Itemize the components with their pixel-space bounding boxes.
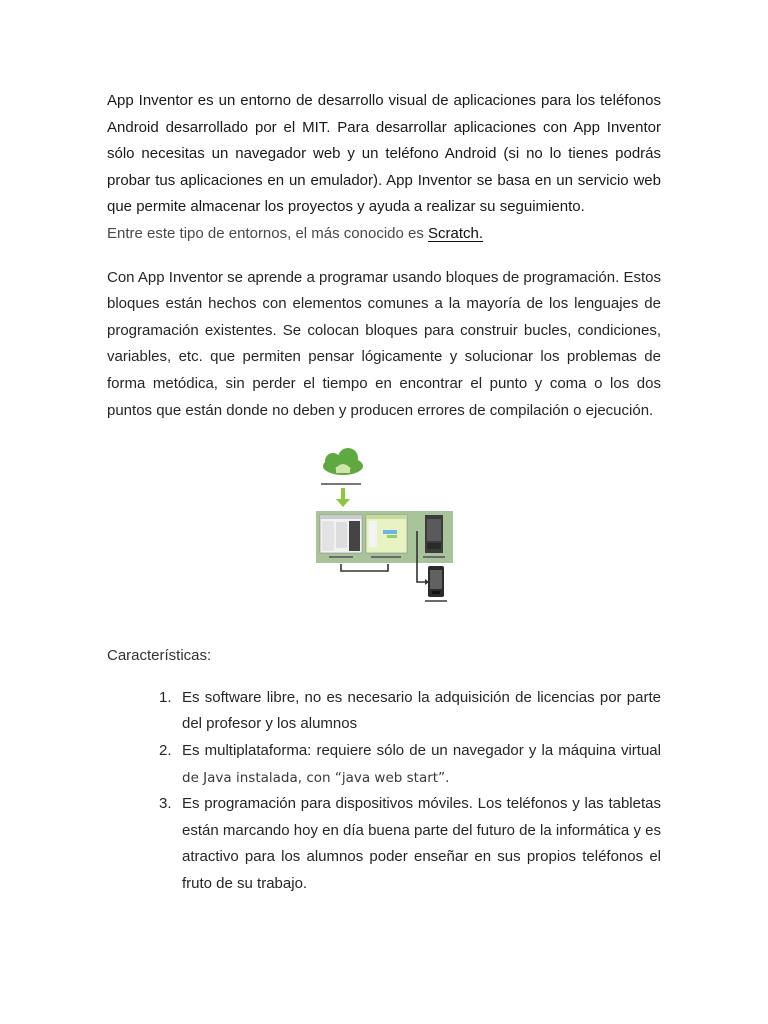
list-item [159,791,661,897]
features-title: Características: [107,647,212,665]
list-item-java-text: de Java instalada, con “java web start”. [182,769,450,786]
list-item-text: Es multiplataforma: requiere sólo de un navegador y la máquina virtual [182,741,661,759]
scratch-paragraph [107,221,661,248]
diagram-svg [107,442,661,627]
document-page [107,88,661,897]
features-list [107,685,661,898]
arrow-down-icon [336,488,350,507]
list-item-text: Es software libre, no es necesario la adquisición de licencias por parte del profesor y los alumnos [182,688,661,733]
list-item-text: Es programación para dispositivos móviles. Los teléfonos y las tabletas están marcando hoy en día buena parte del futuro de la informática y es atractivo para los alumnos poder enseñar en sus propios teléfonos el fruto de su trabajo. [182,795,661,892]
list-item-number: 1. [159,688,172,706]
phone-icon [425,566,447,602]
intro-paragraph: App Inventor es un entorno de desarrollo visual de aplicaciones para los teléfonos Android desarrollado por el MIT. Para desarrollar aplicaciones con App Inventor sólo necesitas un navegador web y un teléfono Android (si no lo tienes podrás probar tus aplicaciones en un emulador). App Inventor se basa en un servicio web que permite almacenar los proyectos y ayuda a realizar su seguimiento. [107,92,661,216]
list-item-number: 2. [159,741,172,759]
blocks-paragraph: Con App Inventor se aprende a programar usando bloques de programación. Estos bloques están hechos con elementos comunes a la mayoría de los lenguajes de programación existentes. Se colocan bloques para construir bucles, condiciones, variables, etc. que permiten pensar lógicamente y solucionar los problemas de forma metódica, sin perder el tiempo en encontrar el punto y coma o los dos puntos que están donde no deben y producen errores de compilación o ejecución. [107,268,661,419]
environment-panel [316,511,453,563]
scratch-link[interactable]: Scratch. [428,224,484,242]
list-item [159,738,661,791]
list-item-number: 3. [159,795,172,813]
cloud-android-icon [321,448,363,485]
app-inventor-diagram [107,442,661,627]
scratch-text: Entre este tipo de entornos, el más conocido es [107,224,429,242]
list-item [159,685,661,738]
